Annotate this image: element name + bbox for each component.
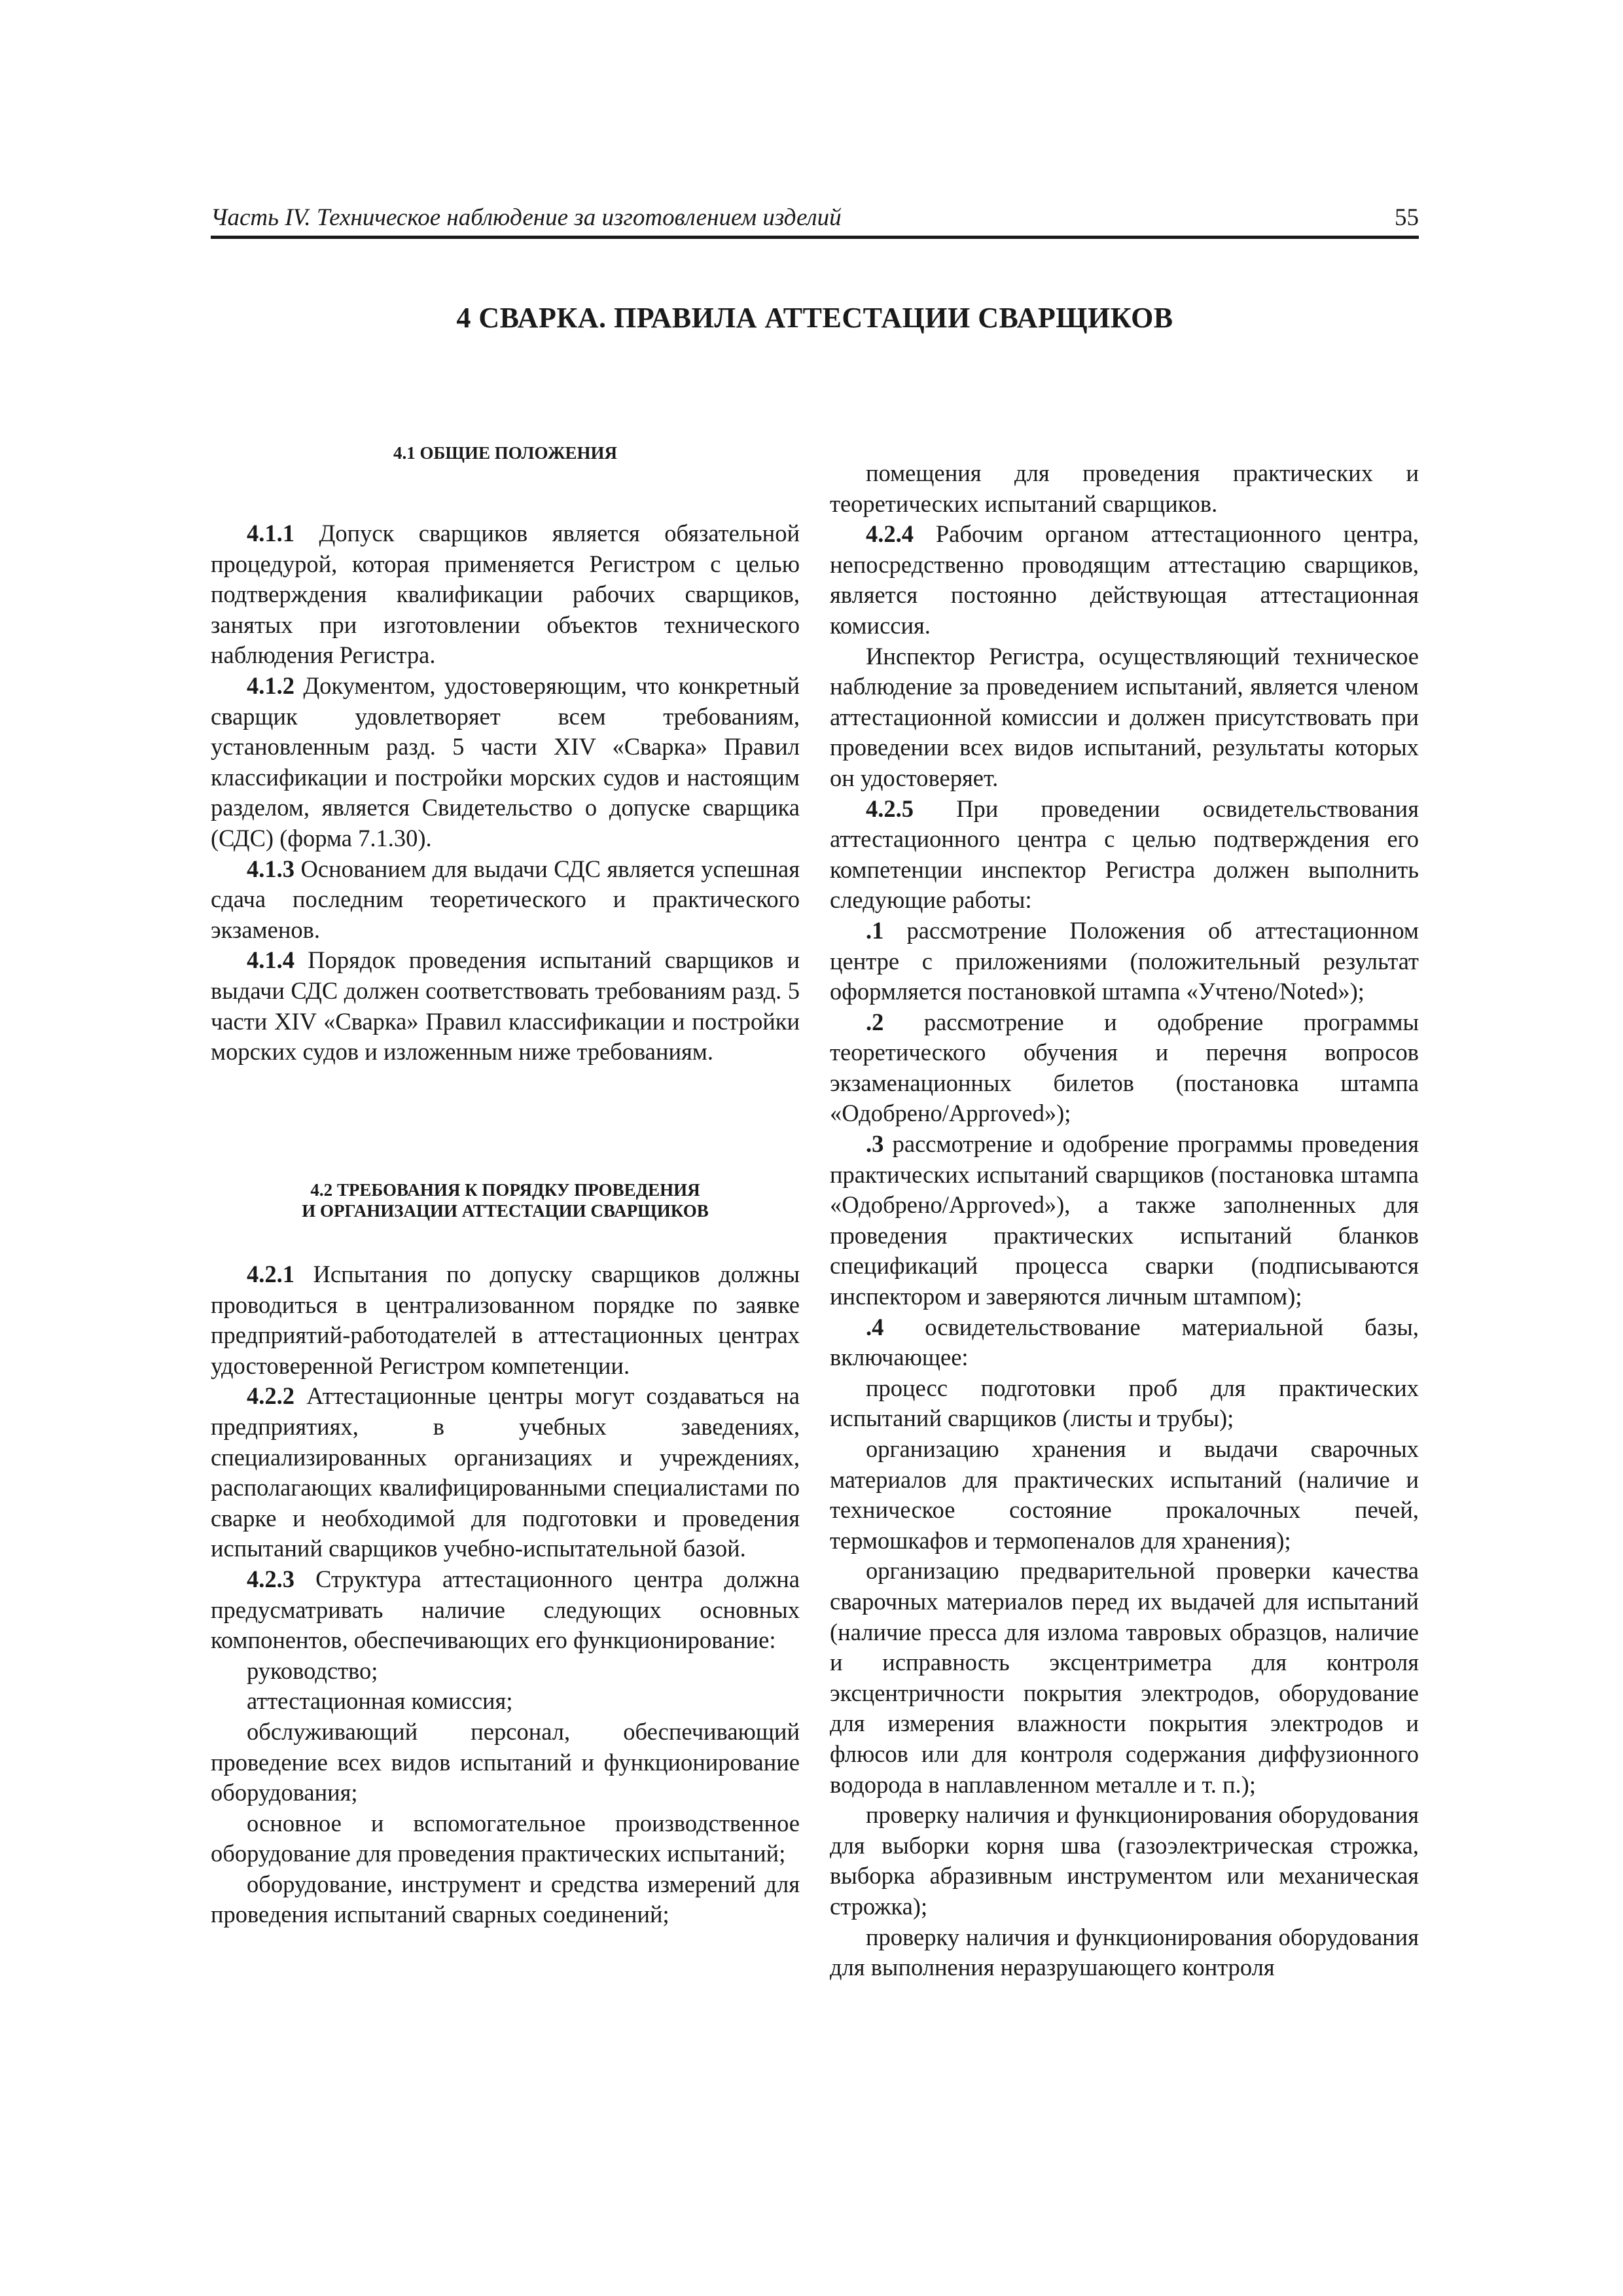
- list-item: обслуживающий персонал, обеспечивающий проведение всех видов испытаний и функционирование оборудования;: [211, 1717, 800, 1806]
- subitem-2: [830, 1007, 1419, 1129]
- clause-number: 4.1.2: [247, 672, 294, 699]
- paragraph-4-2-2: [211, 1381, 800, 1564]
- running-header: [211, 202, 1419, 239]
- left-column-block-1: [211, 518, 800, 1067]
- clause-number: 4.2.4: [866, 520, 914, 548]
- section-heading-text: 4.1 ОБЩИЕ ПОЛОЖЕНИЯ: [393, 443, 618, 463]
- list-item-continued: помещения для проведения практических и теоретических испытаний сварщиков.: [830, 459, 1419, 517]
- list-item: организацию хранения и выдачи сварочных материалов для практических испытаний (наличие и техническое состояние прокалочных печей, термошкафов и термопеналов для хранения);: [830, 1435, 1419, 1554]
- paragraph-4-2-5: [830, 794, 1419, 916]
- paragraph-4-1-1: [211, 518, 800, 671]
- list-item: аттестационная комиссия;: [247, 1687, 513, 1715]
- list-item: проверку наличия и функционирования оборудования для выполнения неразрушающего контроля: [830, 1923, 1419, 1981]
- paragraph-4-1-2: [211, 671, 800, 854]
- clause-text: Допуск сварщиков является обязательной процедурой, которая применяется Регистром с целью подтверждения квалификации рабочих сварщиков, занятых при изготовлении объектов технического наблюдения Регистра.: [211, 520, 800, 669]
- right-column: [830, 458, 1419, 1983]
- clause-number: 4.1.3: [247, 855, 294, 882]
- subitem-text: рассмотрение и одобрение программы теоретического обучения и перечня вопросов экзаменационных билетов (постановка штампа «Одобрено/Approved»);: [830, 1008, 1419, 1127]
- clause-number: 4.1.1: [247, 520, 294, 547]
- section-heading-line: И ОРГАНИЗАЦИИ АТТЕСТАЦИИ СВАРЩИКОВ: [302, 1201, 709, 1221]
- subitem-1: [830, 916, 1419, 1007]
- list-item: организацию предварительной проверки качества сварочных материалов перед их выдачей для испытаний (наличие пресса для излома тавровых образцов, наличие и исправность эксцентриметра для контроля эксцентричности покрытия электродов, оборудование для измерения влажности покрытия электродов и флюсов или для контроля содержания диффузионного водорода в наплавленном металле и т. п.);: [830, 1557, 1419, 1798]
- clause-text: Испытания по допуску сварщиков должны проводиться в централизованном порядке по заявке предприятий-работодателей в аттестационных центрах удостоверенной Регистром компетенции.: [211, 1261, 800, 1379]
- subitem-text: рассмотрение Положения об аттестационном центре с приложениями (положительный результат оформляется постановкой штампа «Учтено/Noted»);: [830, 916, 1419, 1005]
- subitem-3: [830, 1129, 1419, 1312]
- section-heading-line: 4.2 ТРЕБОВАНИЯ К ПОРЯДКУ ПРОВЕДЕНИЯ: [310, 1180, 700, 1200]
- paragraph-4-1-4: [211, 945, 800, 1067]
- clause-number: 4.2.5: [866, 795, 914, 822]
- clause-text: Рабочим органом аттестационного центра, непосредственно проводящим аттестацию сварщиков, является постоянно действующая аттестационная комиссия.: [830, 520, 1419, 639]
- clause-text: Основанием для выдачи СДС является успешная сдача последним теоретического и практического экзаменов.: [211, 855, 800, 943]
- section-heading-4-2: [211, 1179, 800, 1221]
- clause-text: Аттестационные центры могут создаваться на предприятиях, в учебных заведениях, специализированных организациях и учреждениях, располагающих квалифицированными специалистами по сварке и необходимой для подготовки и проведения испытаний сварщиков учебно-испытательной базой.: [211, 1382, 800, 1562]
- clause-text: Порядок проведения испытаний сварщиков и выдачи СДС должен соответствовать требованиям разд. 5 части XIV «Сварка» Правил классификации и постройки морских судов и изложенным ниже требованиям.: [211, 946, 800, 1066]
- paragraph-4-2-4: [830, 519, 1419, 641]
- page-number: 55: [1395, 204, 1419, 231]
- paragraph-4-1-3: [211, 854, 800, 946]
- subitem-4: [830, 1312, 1419, 1373]
- clause-number: 4.2.2: [247, 1382, 294, 1410]
- clause-text: Документом, удостоверяющим, что конкретный сварщик удовлетворяет всем требованиям, установленным разд. 5 части XIV «Сварка» Правил классификации и постройки морских судов и настоящим разделом, является Свидетельство о допуске сварщика (СДС) (форма 7.1.30).: [211, 672, 800, 852]
- subitem-text: освидетельствование материальной базы, включающее:: [830, 1313, 1419, 1371]
- running-title: Часть IV. Техническое наблюдение за изготовлением изделий: [211, 204, 842, 231]
- list-item: оборудование, инструмент и средства измерений для проведения испытаний сварных соединений;: [211, 1870, 800, 1928]
- clause-number: 4.2.1: [247, 1261, 294, 1287]
- paragraph-4-2-3: [211, 1564, 800, 1656]
- list-item: процесс подготовки проб для практических испытаний сварщиков (листы и трубы);: [830, 1374, 1419, 1432]
- clause-text: При проведении освидетельствования аттестационного центра с целью подтверждения его компетенции инспектор Регистра должен выполнить следующие работы:: [830, 795, 1419, 914]
- chapter-title: 4 СВАРКА. ПРАВИЛА АТТЕСТАЦИИ СВАРЩИКОВ: [456, 302, 1173, 334]
- paragraph-4-2-1: [211, 1259, 800, 1381]
- section-heading-4-1: [211, 442, 800, 463]
- subitem-text: рассмотрение и одобрение программы проведения практических испытаний сварщиков (постановка штампа «Одобрено/Approved»), а также заполненных для проведения практических испытаний бланков спецификаций процесса сварки (подписываются инспектором и заверяются личным штампом);: [830, 1130, 1419, 1310]
- paragraph-inspector: Инспектор Регистра, осуществляющий техническое наблюдение за проведением испытаний, является членом аттестационной комиссии и должен присутствовать при проведении всех видов испытаний, результаты которых он удостоверяет.: [830, 642, 1419, 791]
- clause-number: 4.1.4: [247, 946, 294, 974]
- list-item: руководство;: [247, 1657, 378, 1684]
- clause-number: 4.2.3: [247, 1565, 294, 1592]
- subitem-number: .3: [866, 1130, 884, 1158]
- subitem-number: .1: [866, 916, 884, 944]
- list-item: основное и вспомогательное производственное оборудование для проведения практических испытаний;: [211, 1809, 800, 1867]
- subitem-number: .2: [866, 1008, 884, 1035]
- list-item: проверку наличия и функционирования оборудования для выборки корня шва (газоэлектрическая строжка, выборка абразивным инструментом или механическая строжка);: [830, 1801, 1419, 1920]
- left-column-block-2: [211, 1259, 800, 1930]
- clause-text: Структура аттестационного центра должна предусматривать наличие следующих основных компонентов, обеспечивающих его функционирование:: [211, 1565, 800, 1654]
- subitem-number: .4: [866, 1313, 884, 1340]
